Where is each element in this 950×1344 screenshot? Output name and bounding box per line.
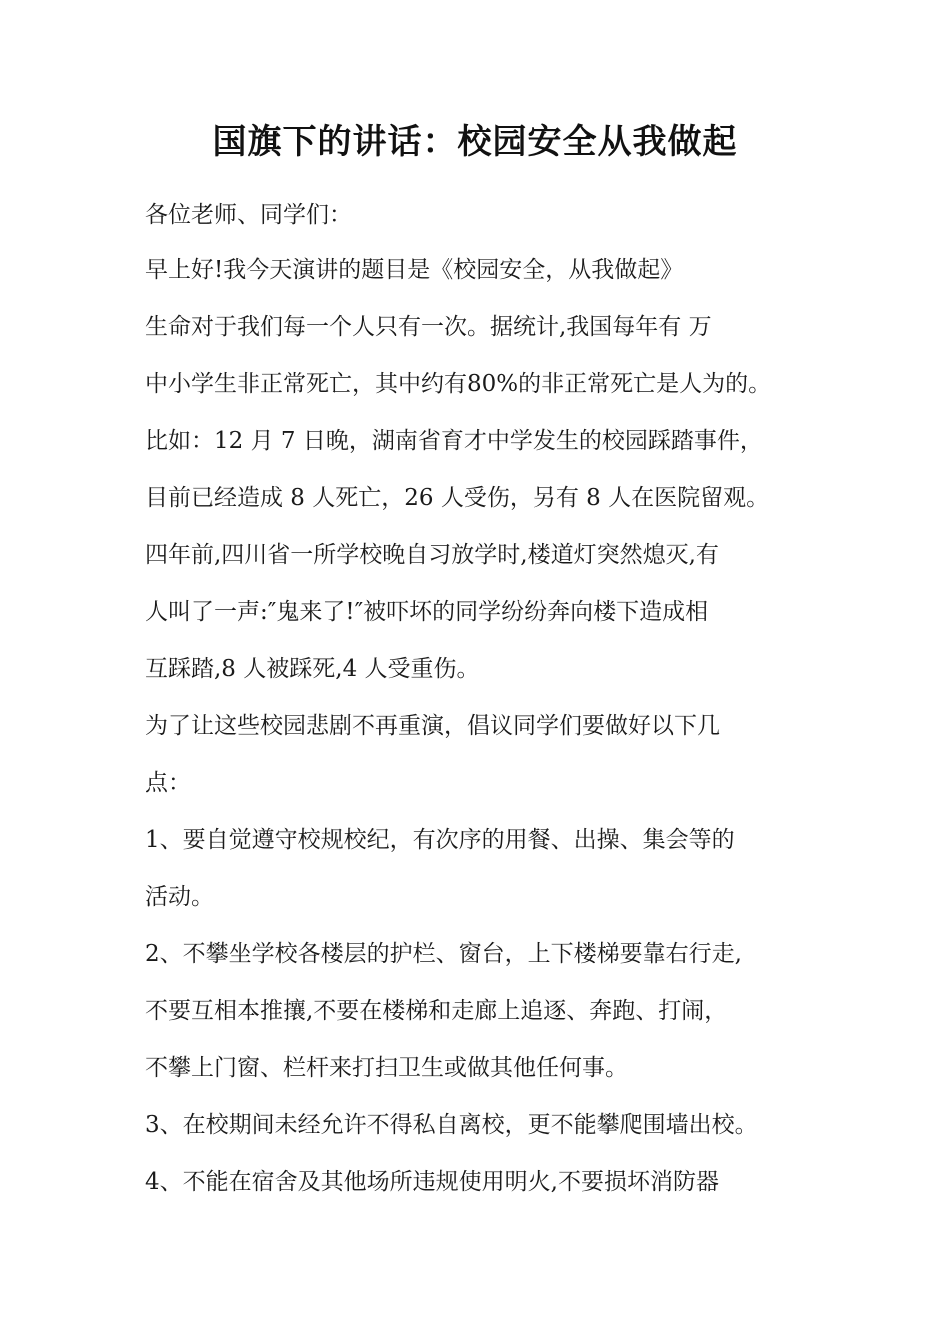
text-line: 互踩踏,8 人被踩死,4 人受重伤。	[145, 656, 480, 682]
list-item-2: 2、不攀坐学校各楼层的护栏、窗台，上下楼梯要靠右行走,	[145, 941, 742, 967]
text-line: 目前已经造成 8 人死亡，26 人受伤，另有 8 人在医院留观。	[145, 485, 770, 511]
list-item-4: 4、不能在宿舍及其他场所违规使用明火,不要损坏消防器	[145, 1169, 719, 1195]
text-line: 人叫了一声:″鬼来了!″被吓坏的同学纷纷奔向楼下造成相	[145, 599, 709, 625]
text-line: 四年前,四川省一所学校晚自习放学时,楼道灯突然熄灭,有	[145, 542, 719, 568]
text-line: 比如：12 月 7 日晚，湖南省育才中学发生的校园踩踏事件，	[145, 428, 763, 454]
text-line: 中小学生非正常死亡，其中约有80%的非正常死亡是人为的。	[145, 371, 772, 397]
list-item-3: 3、在校期间未经允许不得私自离校，更不能攀爬围墙出校。	[145, 1112, 758, 1138]
text-line: 生命对于我们每一个人只有一次。据统计,我国每年有 万	[145, 314, 712, 340]
document-title: 国旗下的讲话：校园安全从我做起	[212, 122, 738, 162]
text-line-greeting: 各位老师、同学们：	[145, 202, 352, 228]
text-line: 早上好!我今天演讲的题目是《校园安全，从我做起》	[145, 257, 684, 283]
text-line: 点：	[145, 770, 191, 796]
text-line: 不攀上门窗、栏杆来打扫卫生或做其他任何事。	[145, 1055, 628, 1081]
text-line: 为了让这些校园悲剧不再重演，倡议同学们要做好以下几	[145, 713, 720, 739]
text-line: 不要互相本推攘,不要在楼梯和走廊上追逐、奔跑、打闹，	[145, 998, 728, 1024]
list-item-1: 1、要自觉遵守校规校纪，有次序的用餐、出操、集会等的	[145, 827, 735, 853]
text-line: 活动。	[145, 884, 214, 910]
